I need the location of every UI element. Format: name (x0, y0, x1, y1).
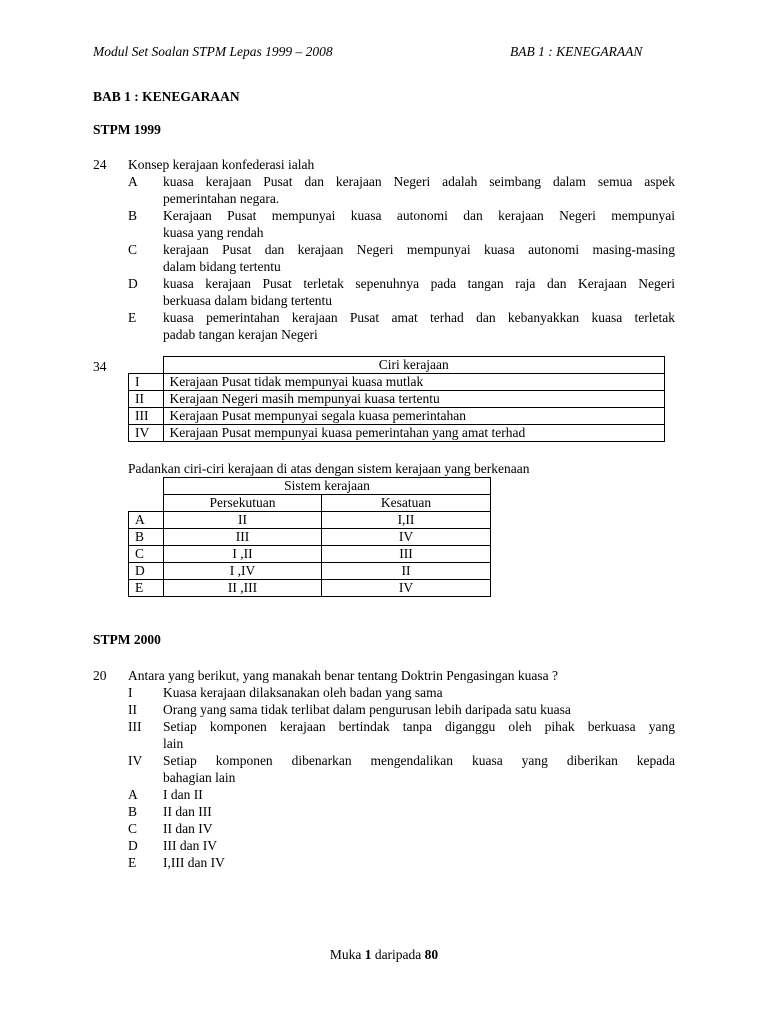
option-label: E (128, 310, 137, 325)
table-row (129, 580, 491, 597)
option-text: II dan III (163, 804, 212, 819)
cell-kesatuan: IV (322, 529, 491, 546)
option-text: kerajaan Pusat dan kerajaan Negeri mempunyai kuasa autonomi masing-masing (163, 242, 675, 257)
statement-text: Setiap komponen kerajaan bertindak tanpa diganggu oleh pihak berkuasa yang (163, 719, 675, 734)
option-label: B (128, 208, 138, 223)
footer-prefix: Muka (329, 947, 362, 962)
table-header: Ciri kerajaan (163, 357, 665, 374)
matching-table (128, 477, 491, 597)
statement-text-cont: lain (163, 736, 184, 751)
section-title-1999: STPM 1999 (93, 122, 161, 137)
footer-middle: daripada (374, 947, 422, 962)
section-title-2000: STPM 2000 (93, 632, 161, 647)
table-row (129, 563, 491, 580)
option-text: I dan II (163, 787, 203, 802)
statement-text: Orang yang sama tidak terlibat dalam pengurusan lebih daripada satu kuasa (163, 702, 571, 717)
option-text: II dan IV (163, 821, 213, 836)
row-label: IV (129, 425, 164, 442)
option-text: kuasa pemerintahan kerajaan Pusat amat terhad dan kebanyakkan kuasa terletak (163, 310, 675, 325)
question-number: 24 (93, 157, 107, 172)
option-label: A (128, 174, 138, 189)
option-text: Kerajaan Pusat mempunyai kuasa autonomi dan kerajaan Negeri mempunyai (163, 208, 675, 223)
column-header: Persekutuan (164, 495, 322, 512)
option-text-cont: kuasa yang rendah (163, 225, 264, 240)
option-text-cont: padab tangan kerajan Negeri (163, 327, 318, 342)
option-text: kuasa kerajaan Pusat dan kerajaan Negeri adalah seimbang dalam semua aspek (163, 174, 675, 189)
match-instruction: Padankan ciri-ciri kerajaan di atas dengan sistem kerajaan yang berkenaan (128, 461, 530, 476)
cell-persekutuan: III (164, 529, 322, 546)
row-label: C (129, 546, 164, 563)
table-row (129, 512, 491, 529)
option-label: B (128, 804, 138, 819)
statement-label: IV (128, 753, 143, 768)
cell-kesatuan: II (322, 563, 491, 580)
statement-text-cont: bahagian lain (163, 770, 236, 785)
statement-text: Kuasa kerajaan dilaksanakan oleh badan yang sama (163, 685, 443, 700)
cell-persekutuan: I ,II (164, 546, 322, 563)
row-label: I (129, 374, 164, 391)
running-header-title: Modul Set Soalan STPM Lepas 1999 – 2008 (93, 44, 333, 59)
characteristics-table (128, 356, 665, 442)
table-header-row (129, 478, 491, 495)
chapter-title: BAB 1 : KENEGARAAN (93, 89, 240, 104)
option-text: kuasa kerajaan Pusat terletak sepenuhnya pada tangan raja dan Kerajaan Negeri (163, 276, 675, 291)
cell-kesatuan: I,II (322, 512, 491, 529)
table-row (129, 425, 665, 442)
cell-persekutuan: II (164, 512, 322, 529)
option-text-cont: pemerintahan negara. (163, 191, 280, 206)
row-text: Kerajaan Pusat mempunyai segala kuasa pemerintahan (163, 408, 665, 425)
option-text: III dan IV (163, 838, 217, 853)
row-label: E (129, 580, 164, 597)
table-blank-cell (129, 495, 164, 512)
question-stem: Konsep kerajaan konfederasi ialah (128, 157, 315, 172)
row-text: Kerajaan Pusat tidak mempunyai kuasa mutlak (163, 374, 665, 391)
row-label: A (129, 512, 164, 529)
table-blank-cell (129, 357, 164, 374)
row-label: II (129, 391, 164, 408)
question-stem: Antara yang berikut, yang manakah benar tentang Doktrin Pengasingan kuasa ? (128, 668, 558, 683)
cell-kesatuan: IV (322, 580, 491, 597)
option-label: E (128, 855, 137, 870)
cell-persekutuan: II ,III (164, 580, 322, 597)
question-number: 20 (93, 668, 107, 683)
table-row (129, 374, 665, 391)
table-subheader-row (129, 495, 491, 512)
option-label: A (128, 787, 138, 802)
row-text: Kerajaan Pusat mempunyai kuasa pemerintahan yang amat terhad (163, 425, 665, 442)
cell-persekutuan: I ,IV (164, 563, 322, 580)
option-text-cont: berkuasa dalam bidang tertentu (163, 293, 333, 308)
statement-label: II (128, 702, 137, 717)
row-label: D (129, 563, 164, 580)
table-row (129, 391, 665, 408)
running-header-chapter: BAB 1 : KENEGARAAN (510, 44, 643, 59)
footer-total-pages: 80 (424, 947, 439, 962)
option-label: D (128, 276, 138, 291)
page-footer (0, 947, 768, 963)
option-label: C (128, 242, 138, 257)
question-number: 34 (93, 359, 107, 374)
table-header-row (129, 357, 665, 374)
row-label: III (129, 408, 164, 425)
footer-page-number: 1 (364, 947, 372, 962)
table-header: Sistem kerajaan (164, 478, 491, 495)
table-row (129, 529, 491, 546)
statement-label: I (128, 685, 133, 700)
cell-kesatuan: III (322, 546, 491, 563)
option-label: D (128, 838, 138, 853)
table-blank-cell (129, 478, 164, 495)
option-text: I,III dan IV (163, 855, 225, 870)
row-text: Kerajaan Negeri masih mempunyai kuasa tertentu (163, 391, 665, 408)
statement-label: III (128, 719, 142, 734)
row-label: B (129, 529, 164, 546)
table-row (129, 546, 491, 563)
statement-text: Setiap komponen dibenarkan mengendalikan kuasa yang diberikan kepada (163, 753, 675, 768)
column-header: Kesatuan (322, 495, 491, 512)
option-label: C (128, 821, 138, 836)
option-text-cont: dalam bidang tertentu (163, 259, 281, 274)
table-row (129, 408, 665, 425)
